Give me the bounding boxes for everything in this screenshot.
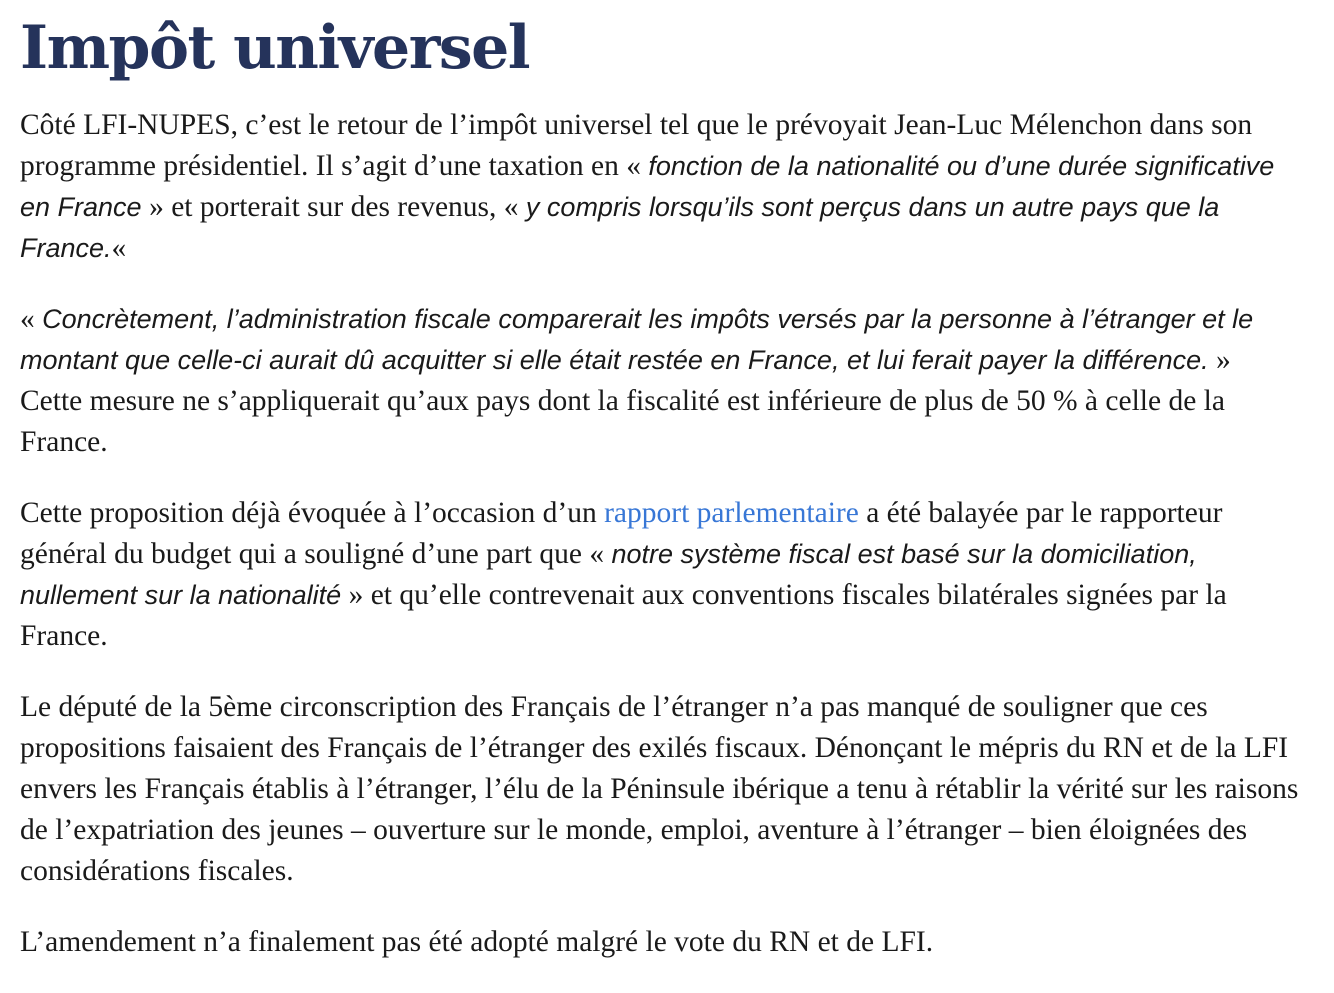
rapport-parlementaire-link[interactable]: rapport parlementaire bbox=[604, 497, 859, 529]
article-body bbox=[20, 0, 1300, 993]
paragraph-text: « bbox=[20, 303, 43, 335]
paragraph-text: a été balayée par le rapporteur général du budget qui a souligné d’une part que « bbox=[20, 497, 1223, 570]
paragraph-text: Côté LFI-NUPES, c’est le retour de l’impôt universel tel que le prévoyait Jean-Luc Mélenchon dans son programme présidentiel. Il s’agit d’une taxation en « bbox=[20, 109, 1253, 182]
quote-text: fonction de la nationalité ou d’une durée significative en France bbox=[20, 151, 1275, 222]
section-heading: Impôt universel bbox=[20, 13, 530, 83]
quote-text: Concrètement, l’administration fiscale comparerait les impôts versés par la personne à l’étranger et le montant que celle-ci aurait dû acquitter si elle était restée en France, et lui ferait payer la différence. bbox=[20, 304, 1254, 375]
paragraph-text: » et porterait sur des revenus, « bbox=[149, 191, 526, 223]
paragraph-text: « bbox=[111, 232, 127, 264]
paragraph-concretement bbox=[20, 299, 1300, 463]
paragraph-text: Cette proposition déjà évoquée à l’occasion d’un bbox=[20, 497, 605, 529]
paragraph-rapport bbox=[20, 493, 1300, 657]
paragraph-amendement: L’amendement n’a finalement pas été adopté malgré le vote du RN et de LFI. bbox=[20, 926, 934, 958]
paragraph-text: » Cette mesure ne s’appliquerait qu’aux pays dont la fiscalité est inférieure de plus de 50 % à celle de la France. bbox=[20, 344, 1231, 458]
quote-text: y compris lorsqu’ils sont perçus dans un autre pays que la France. bbox=[20, 192, 1220, 263]
quote-text: notre système fiscal est basé sur la domiciliation, nullement sur la nationalité bbox=[20, 539, 1197, 610]
paragraph-text: » et qu’elle contrevenait aux conventions fiscales bilatérales signées par la France. bbox=[20, 579, 1227, 652]
paragraph-depute: Le député de la 5ème circonscription des Français de l’étranger n’a pas manqué de souligner que ces propositions faisaient des Français de l’étranger des exilés fiscaux. Dénonçant le mépris du RN et de la LFI envers les Français établis à l’étranger, l’élu de la Péninsule ibérique a tenu à rétablir la vérité sur les raisons de l’expatriation des jeunes – ouverture sur le monde, emploi, aventure à l’étranger – bien éloignées des considérations fiscales. bbox=[20, 691, 1299, 887]
paragraph-impot-universel bbox=[20, 105, 1300, 269]
